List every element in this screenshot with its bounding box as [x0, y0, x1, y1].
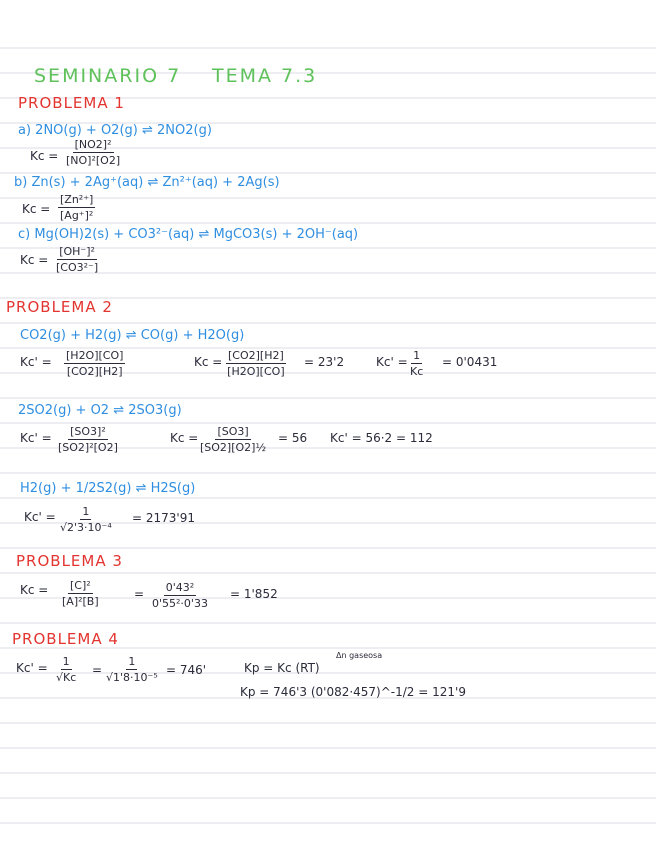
p2-reaction-2: 2SO2(g) + O2 ⇌ 2SO3(g) — [18, 403, 182, 418]
p2-r3-kc-fraction — [60, 506, 112, 533]
p2-r3-kc-value: = 2173'91 — [132, 511, 195, 525]
p4-equals: = — [92, 663, 103, 677]
p2-r1-kc-inverse-denominator: [CO2][H2] — [66, 365, 123, 378]
p3-denominator-numeric: 0'55²·0'33 — [152, 597, 208, 610]
p4-denominator-symbolic: √Kc — [56, 671, 77, 684]
p3-equals: = — [134, 587, 145, 601]
p1-a-kc-numerator: [NO2]² — [74, 138, 112, 151]
p2-reaction-3: H2(g) + 1/2S2(g) ⇌ H2S(g) — [20, 481, 196, 496]
p1-a-kc-fraction — [66, 139, 120, 166]
p1-b-kc-denominator: [Ag⁺]² — [60, 209, 94, 222]
p2-r1-kc-value: = 23'2 — [304, 355, 345, 369]
p2-r1-kc-numerator: [CO2][H2] — [228, 349, 284, 362]
p3-kc-fraction-symbolic — [62, 580, 99, 607]
p4-kc-value: = 746' — [166, 663, 207, 677]
p1-a-kc-label: Kc = — [30, 149, 59, 163]
p4-kp-exponent: Δn gaseosa — [336, 651, 383, 660]
p3-kc-fraction-numeric — [152, 582, 208, 609]
p3-kc-value: = 1'852 — [230, 587, 278, 601]
p1-reaction-c: c) Mg(OH)2(s) + CO3²⁻(aq) ⇌ MgCO3(s) + 2OH⁻(aq) — [18, 227, 359, 242]
p4-kc-fraction-numeric — [106, 656, 158, 683]
p1-reaction-b: b) Zn(s) + 2Ag⁺(aq) ⇌ Zn²⁺(aq) + 2Ag(s) — [14, 175, 280, 190]
page-topic: TEMA 7.3 — [212, 65, 318, 87]
p2-r2-kc-inverse-label: Kc' = — [20, 431, 52, 445]
p2-r2-kc2-equation: Kc' = 56·2 = 112 — [330, 431, 433, 445]
p4-kc-fraction-symbolic — [56, 656, 76, 683]
p4-denominator-numeric: √1'8·10⁻⁵ — [106, 671, 158, 684]
p2-r2-kc-fraction — [200, 426, 266, 453]
p2-r1-kc2-fraction — [410, 350, 423, 377]
p4-kp-calculation: Kp = 746'3 (0'082·457)^-1/2 = 121'9 — [240, 685, 466, 699]
p2-r1-kc-inverse-numerator: [H2O][CO] — [66, 349, 124, 362]
p1-b-kc-fraction — [58, 194, 95, 221]
p3-numerator-symbolic: [C]² — [69, 579, 91, 592]
p2-r1-kc2-value: = 0'0431 — [442, 355, 498, 369]
p2-r1-kc2-label: Kc' = — [376, 355, 408, 369]
problema-1-heading: PROBLEMA 1 — [18, 94, 125, 112]
p1-b-kc-numerator: [Zn²⁺] — [60, 193, 94, 206]
p3-numerator-numeric: 0'43² — [165, 581, 195, 594]
p1-a-kc-denominator: [NO]²[O2] — [66, 154, 121, 167]
p1-c-kc-numerator: [OH⁻]² — [59, 245, 95, 258]
problema-2-heading: PROBLEMA 2 — [6, 298, 113, 316]
p2-r3-kc-numerator: 1 — [82, 505, 90, 518]
p2-r1-kc2-denominator: Kc — [410, 365, 424, 378]
p3-kc-label: Kc = — [20, 583, 49, 597]
page-title: SEMINARIO 7 — [34, 65, 182, 87]
p3-denominator-symbolic: [A]²[B] — [62, 595, 99, 608]
p2-r1-kc2-numerator: 1 — [413, 349, 421, 362]
p4-kc-label: Kc' = — [16, 661, 48, 675]
p1-c-kc-label: Kc = — [20, 253, 49, 267]
p2-r2-kc-denominator: [SO2][O2]½ — [200, 441, 267, 454]
p4-numerator-symbolic: 1 — [62, 655, 70, 668]
p2-r2-kc-inverse-denominator: [SO2]²[O2] — [58, 441, 118, 454]
p2-r1-kc-fraction — [226, 350, 286, 377]
p2-r2-kc-value: = 56 — [278, 431, 308, 445]
problema-3-heading: PROBLEMA 3 — [16, 552, 123, 570]
p2-r1-kc-inverse-fraction — [64, 350, 125, 377]
p2-r2-kc-numerator: [SO3] — [217, 425, 249, 438]
p4-kp-formula: Kp = Kc (RT) — [244, 661, 320, 675]
p2-r2-kc-inverse-fraction — [58, 426, 118, 453]
p2-r1-kc-inverse-label: Kc' = — [20, 355, 52, 369]
problema-4-heading: PROBLEMA 4 — [12, 630, 119, 648]
p1-b-kc-label: Kc = — [22, 202, 51, 216]
p1-c-kc-denominator: [CO3²⁻] — [56, 261, 99, 274]
p4-numerator-numeric: 1 — [128, 655, 136, 668]
p2-r3-kc-label: Kc' = — [24, 510, 56, 524]
p2-r3-kc-denominator: √2'3·10⁻⁴ — [60, 521, 112, 534]
p1-c-kc-fraction — [56, 246, 98, 273]
p2-r2-kc-inverse-numerator: [SO3]² — [70, 425, 106, 438]
p2-r2-kc-label: Kc = — [170, 431, 199, 445]
p2-r1-kc-denominator: [H2O][CO] — [227, 365, 285, 378]
p1-reaction-a: a) 2NO(g) + O2(g) ⇌ 2NO2(g) — [18, 123, 212, 138]
p2-r1-kc-label: Kc = — [194, 355, 223, 369]
p2-reaction-1: CO2(g) + H2(g) ⇌ CO(g) + H2O(g) — [20, 328, 245, 343]
